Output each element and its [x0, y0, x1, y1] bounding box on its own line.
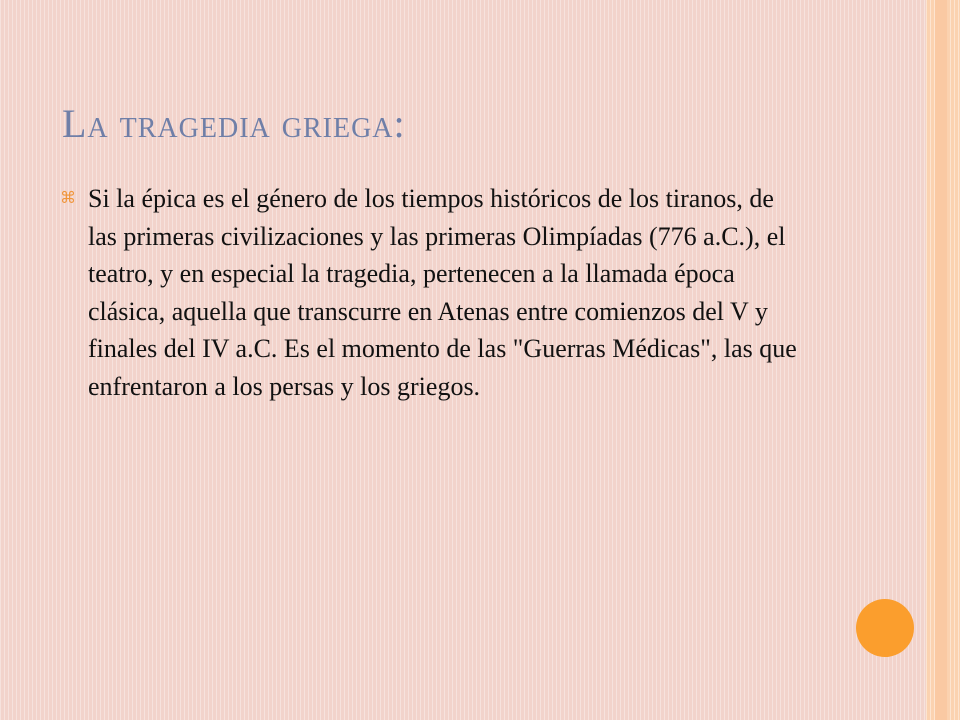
decorative-circle [856, 599, 914, 657]
slide-content [60, 180, 820, 405]
bullet-item [60, 180, 820, 405]
slide-title: La tragedia griega: [62, 101, 406, 146]
bullet-text: Si la épica es el género de los tiempos históricos de los tiranos, de las primeras civilizaciones y las primeras Olimpíadas (776 a.C.), el teatro, y en especial la tragedia, pertenecen a la llamada época clásica, aquella que transcurre en Atenas entre comienzos del V y finales del IV a.C. Es el momento de las "Guerras Médicas", las que enfrentaron a los persas y los griegos. [88, 184, 797, 401]
decorative-right-bar-inner [935, 0, 947, 720]
x-bullet-icon: ⌘ [60, 190, 76, 207]
